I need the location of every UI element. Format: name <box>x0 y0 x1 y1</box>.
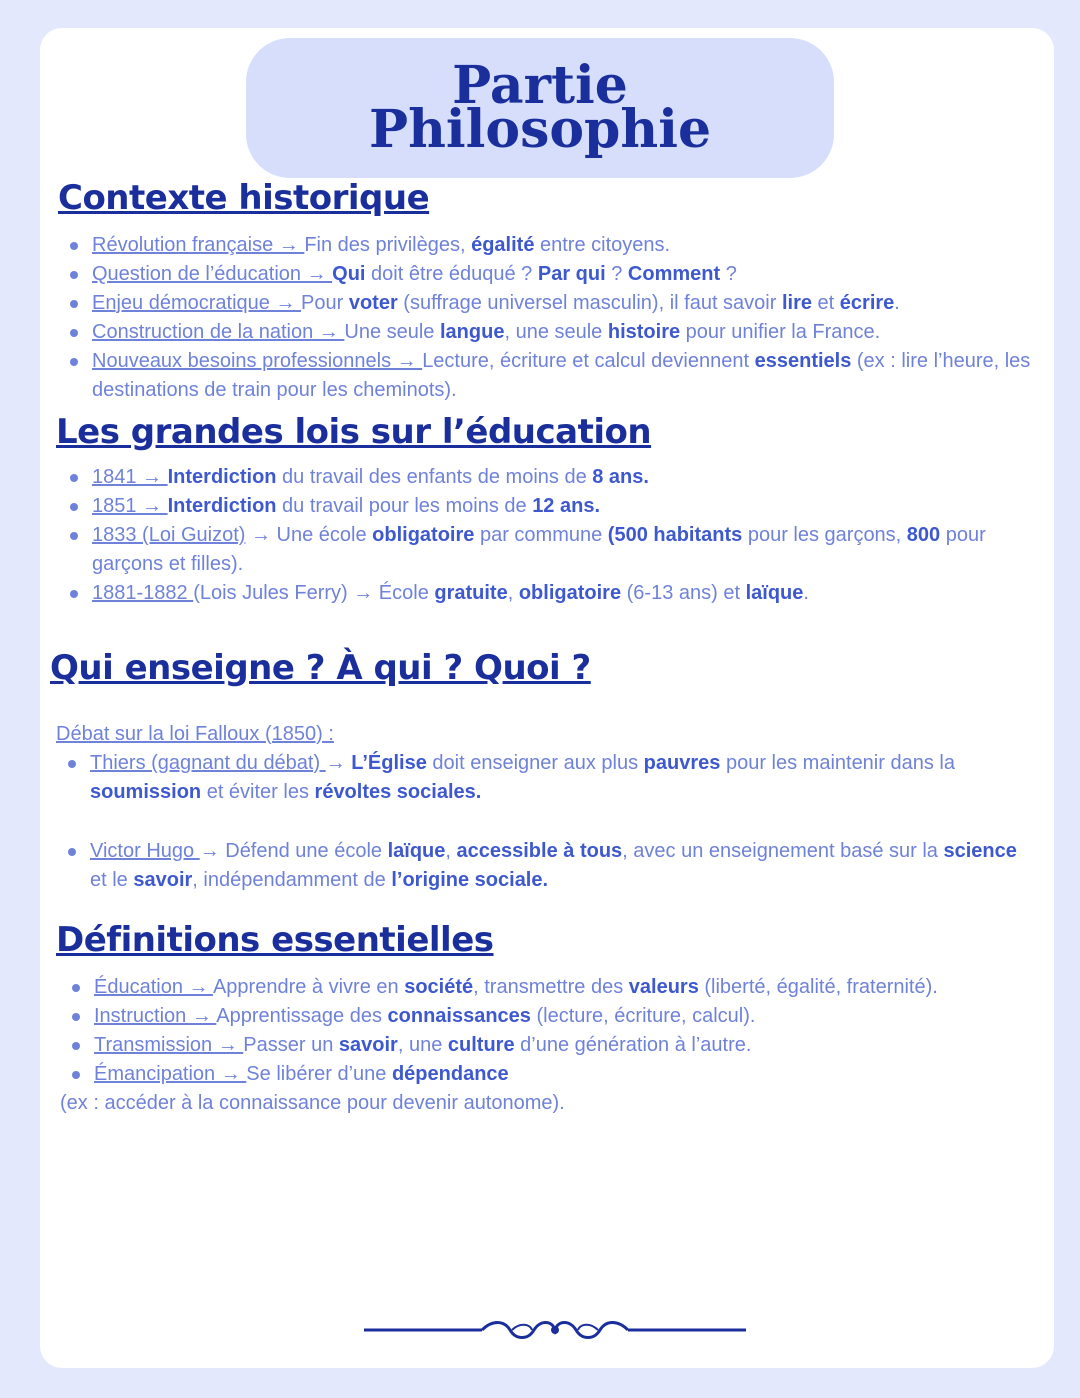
list-item: Nouveaux besoins professionnels → Lecture, écriture et calcul deviennent essentiels (ex : lire l’heure, les destinations de train pour les cheminots). <box>68 347 1033 405</box>
list-item: Thiers (gagnant du débat) → L’Église doit enseigner aux plus pauvres pour les maintenir dans la soumission et éviter les révoltes sociales. <box>66 749 1046 807</box>
list-item: 1841 → Interdiction du travail des enfants de moins de 8 ans. <box>68 463 1033 492</box>
item-lead: Victor Hugo <box>90 840 200 862</box>
list-item: Construction de la nation → Une seule langue, une seule histoire pour unifier la France. <box>68 318 1033 347</box>
item-lead: Nouveaux besoins professionnels → <box>92 350 423 372</box>
item-lead: Thiers (gagnant du débat) <box>90 752 326 774</box>
item-lead: 1851 → <box>92 495 168 517</box>
item-lead: Émancipation → <box>94 1063 247 1085</box>
list-definitions <box>70 973 1045 1089</box>
item-lead: Révolution française → <box>92 234 305 256</box>
list-item: Éducation → Apprendre à vivre en société, transmettre des valeurs (liberté, égalité, fraternité). <box>70 973 1045 1002</box>
item-lead: Enjeu démocratique → <box>92 292 302 314</box>
title-line-1: Partie <box>452 55 628 116</box>
item-lead: 1833 (Loi Guizot) <box>92 524 246 546</box>
list-item: 1833 (Loi Guizot) → Une école obligatoire par commune (500 habitants pour les garçons, 800 pour garçons et filles). <box>68 521 1033 579</box>
item-lead: Construction de la nation → <box>92 321 345 343</box>
list-item: 1881-1882 (Lois Jules Ferry) → École gratuite, obligatoire (6-13 ans) et laïque. <box>68 579 1033 608</box>
list-hugo <box>66 837 1026 895</box>
title-banner <box>246 38 834 178</box>
list-item: Révolution française → Fin des privilèges, égalité entre citoyens. <box>68 231 1033 260</box>
item-lead: Éducation → <box>94 976 213 998</box>
section-heading-lois: Les grandes lois sur l’éducation <box>56 412 652 452</box>
list-item: Victor Hugo → Défend une école laïque, accessible à tous, avec un enseignement basé sur la science et le savoir, indépendamment de l’origine sociale. <box>66 837 1026 895</box>
page-card <box>40 28 1054 1368</box>
list-item: Instruction → Apprentissage des connaissances (lecture, écriture, calcul). <box>70 1002 1045 1031</box>
title-line-2: Philosophie <box>368 99 712 160</box>
list-lois <box>68 463 1033 608</box>
falloux-intro: Débat sur la loi Falloux (1850) : <box>56 723 334 745</box>
list-item: Question de l’éducation → Qui doit être éduqué ? Par qui ? Comment ? <box>68 260 1033 289</box>
section-heading-contexte: Contexte historique <box>58 178 430 218</box>
section-heading-definitions: Définitions essentielles <box>56 920 494 960</box>
section-heading-qui: Qui enseigne ? À qui ? Quoi ? <box>50 648 591 688</box>
list-contexte <box>68 231 1033 405</box>
list-item: Transmission → Passer un savoir, une culture d’une génération à l’autre. <box>70 1031 1045 1060</box>
item-lead: Instruction → <box>94 1005 217 1027</box>
list-item: Émancipation → Se libérer d’une dépendance <box>70 1060 1045 1089</box>
definitions-note: (ex : accéder à la connaissance pour devenir autonome). <box>60 1092 565 1114</box>
flourish-divider-icon <box>362 1318 748 1342</box>
item-lead: 1841 → <box>92 466 168 488</box>
item-lead: 1881-1882 <box>92 582 194 604</box>
item-lead: Question de l’éducation → <box>92 263 333 285</box>
item-lead: Transmission → <box>94 1034 244 1056</box>
list-item: Enjeu démocratique → Pour voter (suffrage universel masculin), il faut savoir lire et écrire. <box>68 289 1033 318</box>
list-item: 1851 → Interdiction du travail pour les moins de 12 ans. <box>68 492 1033 521</box>
list-thiers <box>66 749 1046 807</box>
